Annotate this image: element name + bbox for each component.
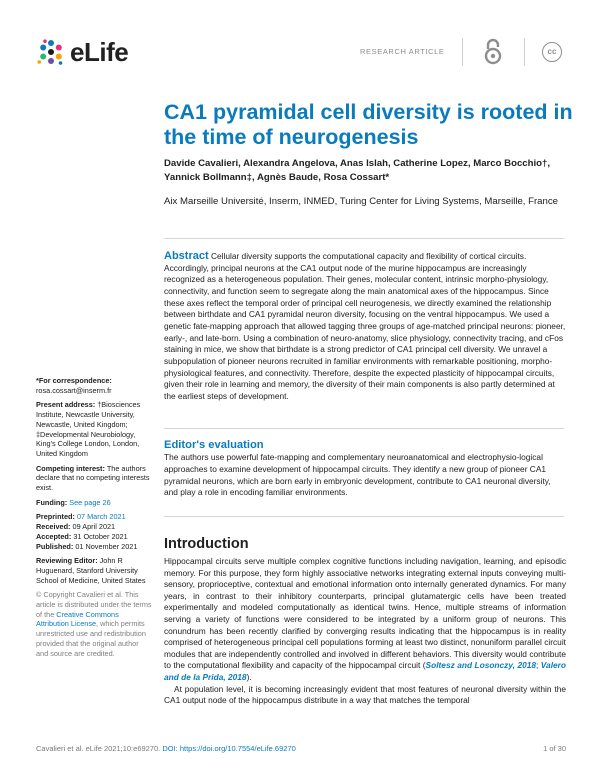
received-row — [36, 522, 152, 532]
header-divider — [524, 38, 525, 66]
article-metadata-sidebar — [36, 376, 152, 663]
license-statement — [36, 590, 152, 658]
preprinted-row — [36, 512, 152, 522]
citation-separator: ; — [536, 660, 541, 671]
present-address — [36, 400, 152, 458]
section-divider — [164, 428, 564, 429]
competing-interest — [36, 464, 152, 493]
reviewing-editor — [36, 556, 152, 585]
article-title: CA1 pyramidal cell diversity is rooted in the time of neurogenesis — [164, 100, 573, 149]
introduction-body — [164, 556, 566, 707]
received-label: Received: — [36, 522, 71, 532]
accepted-date: 31 October 2021 — [73, 531, 128, 541]
footer-citation — [36, 744, 296, 753]
editors-evaluation-text: The authors use powerful fate-mapping and complementary neuroanatomical and electrophysio-logical approaches to examine development of hippocampal circuits. They identify a new group of pioneer CA1 pyramidal neurons, which are born early in embryonic development, contribute to CA1 neuronal diversity, and play a role in encoding familiar environments. — [164, 452, 551, 498]
published-label: Published: — [36, 541, 74, 551]
present-address-text: †Biosciences Institute, Newcastle University, Newcastle, United Kingdom; ‡Developmental Neurobiology, King's College London, London, United Kingdom — [36, 400, 141, 458]
section-divider — [164, 238, 564, 239]
open-access-icon — [482, 38, 504, 66]
license-text: , which permits unrestricted use and redistribution provided that the original author and source are credited. — [36, 619, 146, 658]
published-date: 01 November 2021 — [75, 541, 138, 551]
accepted-label: Accepted: — [36, 531, 72, 541]
elife-logo[interactable] — [36, 36, 128, 68]
correspondence-label: *For correspondence: — [36, 376, 112, 385]
paragraph-text: Hippocampal circuits serve multiple complex cognitive functions including navigation, learning, and episodic memory. For this purpose, they form highly associative networks integrating external inputs conveying multi-sensory, proprioceptive, contextual and emotional information onto internally generated dynamics. For many years, in contrast to their inhibitory counterparts, principal glutamatergic cells have been treated experimentally and modeled computationally as identical twins. Hence, multiple streams of information serving a variety of functions were considered to be integrated by a uniform group of neurons. This conundrum has been recently clarified by converging results indicating that the hippocampus is in reality comprised of heterogeneous principal cell populations forming at least two distinct, nonuniform parallel circuit modules that are independently controlled and involved in different behaviors. This diversity would contribute to the computational flexibility and capacity of the hippocampal circuit ( — [164, 556, 566, 671]
published-row — [36, 542, 152, 552]
citation-link[interactable]: Valero and de la Prida, 2018 — [164, 660, 566, 682]
article-type-label: RESEARCH ARTICLE — [360, 47, 445, 56]
preprinted-date-link[interactable]: 07 March 2021 — [76, 512, 126, 522]
funding — [36, 498, 152, 508]
doi-link[interactable]: DOI: https://doi.org/10.7554/eLife.69270 — [162, 744, 296, 753]
author-list: Davide Cavalieri, Alexandra Angelova, Anas Islah, Catherine Lopez, Marco Bocchio†, Yannick Bollmann‡, Agnès Baude, Rosa Cossart* — [164, 158, 551, 183]
article-dates — [36, 512, 152, 551]
funding-label: Funding: — [36, 497, 68, 507]
logo-text: eLife — [70, 36, 129, 67]
competing-interest-label: Competing interest: — [36, 463, 105, 473]
present-address-label: Present address: — [36, 400, 96, 410]
correspondence — [36, 376, 152, 395]
abstract-heading: Abstract — [164, 250, 209, 262]
page-number: 1 of 30 — [543, 744, 566, 753]
affiliation: Aix Marseille Université, Inserm, INMED, Turing Center for Living Systems, Marseille, France — [164, 196, 558, 207]
citation-text: Cavalieri et al. eLife 2021;10:e69270. — [36, 744, 163, 753]
header-divider — [462, 38, 463, 66]
reviewing-editor-label: Reviewing Editor: — [36, 556, 98, 566]
accepted-row — [36, 532, 152, 542]
reviewing-editor-text: John R Huguenard, Stanford University School of Medicine, United States — [36, 556, 146, 585]
section-divider — [164, 516, 564, 517]
paragraph-text: ). — [246, 671, 252, 682]
funding-link[interactable]: See page 26 — [69, 497, 111, 507]
license-text: © Copyright Cavalieri et al. This article is distributed under the terms of the — [36, 590, 152, 619]
editors-evaluation-heading: Editor's evaluation — [164, 439, 264, 451]
abstract-text: Cellular diversity supports the computational capacity and flexibility of cortical circuits. Accordingly, principal neurons at the CA1 output node of the murine hippocampus are increasingly recognized as a heterogeneous population. Their genes, molecular content, intrinsic morpho-physiology, connectivity, and function seem to segregate along the main anatomical axes of the hippocampus. Since these axes reflect the temporal order of principal cell neurogenesis, we directly examined the relationship between birthdate and CA1 pyramidal neuron diversity, focusing on the ventral hippocampus. We used a genetic fate-mapping approach that allowed tagging three groups of age-matched principal neurons: pioneer, early-, and late-born. Using a combination of neuro-anatomy, slice physiology, connectivity tracing, and cFos staining in mice, we show that birthdate is a strong predictor of CA1 principal cell diversity. We unravel a subpopulation of pioneer neurons recruited in familiar environments with remarkable positioning, morpho-physiological features, and connectivity. Therefore, despite the expected plasticity of hippocampal circuits, given their role in learning and memory, the diversity of their main components is also partly determined at the earliest steps of development. — [164, 251, 566, 401]
creative-commons-icon: cc — [542, 42, 562, 62]
license-link[interactable]: Creative Commons Attribution License — [36, 609, 119, 629]
received-date: 09 April 2021 — [72, 522, 116, 532]
abstract — [164, 251, 566, 403]
introduction-heading: Introduction — [164, 536, 249, 552]
citation-link[interactable]: Soltesz and Losonczy, 2018 — [425, 660, 537, 671]
preprinted-label: Preprinted: — [36, 512, 75, 522]
paragraph: At population level, it is becoming increasingly evident that most features of neuronal diversity within the CA1 output node of the hippocampus distribute in a way that matches the temporal — [164, 683, 566, 706]
elife-logo-icon — [36, 37, 66, 67]
paragraph — [164, 556, 566, 684]
correspondence-email[interactable]: rosa.cossart@inserm.fr — [36, 385, 112, 395]
competing-interest-text: The authors declare that no competing interests exist. — [36, 463, 150, 493]
